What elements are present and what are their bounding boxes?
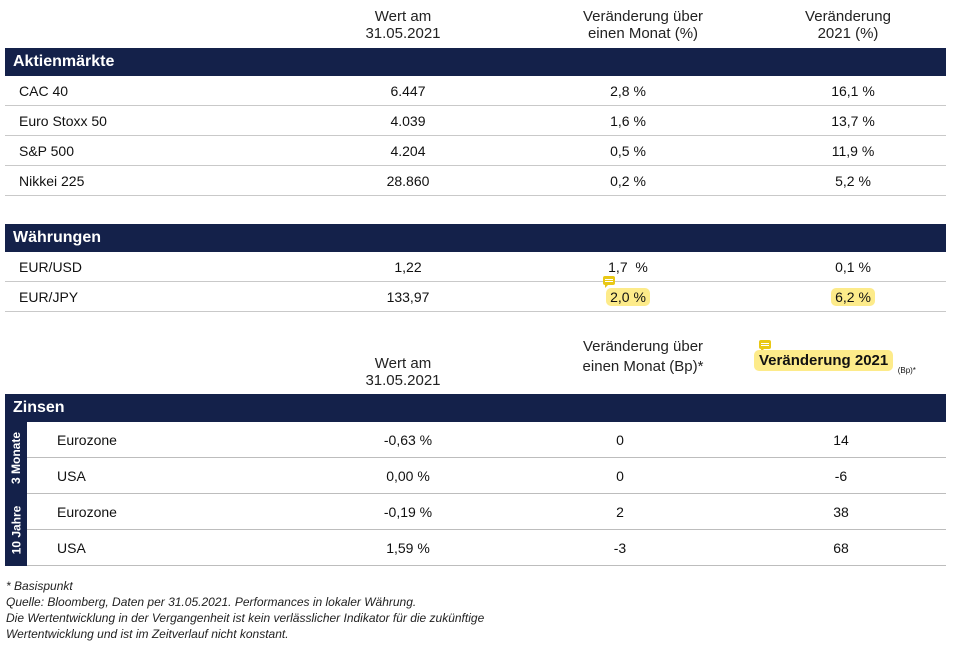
- row-value: 1,22: [394, 258, 422, 275]
- row-value: 28.860: [386, 172, 430, 189]
- row-change-month: 0,5 %: [610, 142, 646, 159]
- comment-icon[interactable]: [759, 340, 771, 349]
- header-change-year-zinsen: [754, 352, 916, 375]
- row-label: USA: [57, 539, 86, 556]
- row-label: EUR/USD: [19, 258, 83, 275]
- footnotes: [6, 578, 484, 642]
- table-row: [27, 458, 946, 494]
- group-label-3-monate: 3 Monate: [5, 422, 27, 494]
- section-bar-zinsen: Zinsen: [5, 394, 946, 422]
- row-value: 1,59 %: [386, 539, 430, 556]
- row-value: -0,19 %: [383, 503, 433, 520]
- row-value: 6.447: [390, 82, 426, 99]
- row-value: 4.204: [390, 142, 426, 159]
- row-value: 4.039: [390, 112, 426, 129]
- row-change-month: 2: [616, 503, 624, 520]
- row-value: 133,97: [386, 288, 430, 305]
- row-change-year: 0,1 %: [835, 258, 871, 275]
- table-row: [5, 282, 946, 312]
- header-change-month-zinsen: Veränderung über einen Monat (Bp)*: [582, 338, 704, 375]
- row-change-month: -3: [613, 539, 627, 556]
- highlighted-header[interactable]: Veränderung 2021: [754, 350, 893, 371]
- table-row: [27, 530, 946, 566]
- highlighted-change-month[interactable]: 2,0 %: [606, 288, 650, 306]
- row-label: CAC 40: [19, 82, 69, 99]
- table-row: [5, 166, 946, 196]
- header-change-month: Veränderung über einen Monat (%): [582, 8, 704, 42]
- row-label: EUR/JPY: [19, 288, 79, 305]
- row-change-month: 2,8 %: [610, 82, 646, 99]
- row-change-year: 13,7 %: [831, 112, 875, 129]
- row-change-month: 0,2 %: [610, 172, 646, 189]
- row-change-year: 68: [833, 539, 849, 556]
- header-change-year: Veränderung 2021 (%): [805, 8, 891, 42]
- row-label: USA: [57, 467, 86, 484]
- row-change-month: 1,6 %: [610, 112, 646, 129]
- section-bar-waehrungen: Währungen: [5, 224, 946, 252]
- table-row: [27, 422, 946, 458]
- row-change-year: 38: [833, 503, 849, 520]
- row-change-month: 0: [616, 467, 624, 484]
- row-change-year: 14: [833, 431, 849, 448]
- table-row: [27, 494, 946, 530]
- footnote-line: Wertentwicklung und ist im Zeitverlauf nicht konstant.: [6, 627, 289, 641]
- header-value-date: Wert am 31.05.2021: [365, 8, 441, 42]
- row-value: 0,00 %: [386, 467, 430, 484]
- row-change-year: 5,2 %: [835, 172, 871, 189]
- row-change-month: 1,7 %: [608, 258, 648, 275]
- highlighted-change-year[interactable]: 6,2 %: [831, 288, 875, 306]
- footnote-line: Quelle: Bloomberg, Daten per 31.05.2021. Performances in lokaler Währung.: [6, 595, 417, 609]
- table-row: [5, 106, 946, 136]
- row-label: S&P 500: [19, 142, 75, 159]
- row-label: Eurozone: [57, 431, 117, 448]
- footnote-line: * Basispunkt: [6, 579, 73, 593]
- header-suffix: (Bp)*: [897, 366, 916, 375]
- row-label: Nikkei 225: [19, 172, 85, 189]
- header-value-date-zinsen: Wert am 31.05.2021: [365, 355, 441, 389]
- table-row: [5, 252, 946, 282]
- group-label-10-jahre: 10 Jahre: [5, 494, 27, 566]
- table-row: [5, 76, 946, 106]
- table-row: [5, 136, 946, 166]
- section-bar-aktien: Aktienmärkte: [5, 48, 946, 76]
- row-change-month: 0: [616, 431, 624, 448]
- footnote-line: Die Wertentwicklung in der Vergangenheit ist kein verlässlicher Indikator für die zukünftige: [6, 611, 485, 625]
- row-label: Euro Stoxx 50: [19, 112, 107, 129]
- row-change-year: -6: [834, 467, 848, 484]
- row-label: Eurozone: [57, 503, 117, 520]
- row-change-year: 11,9 %: [831, 142, 875, 159]
- row-change-year: 16,1 %: [831, 82, 875, 99]
- row-value: -0,63 %: [383, 431, 433, 448]
